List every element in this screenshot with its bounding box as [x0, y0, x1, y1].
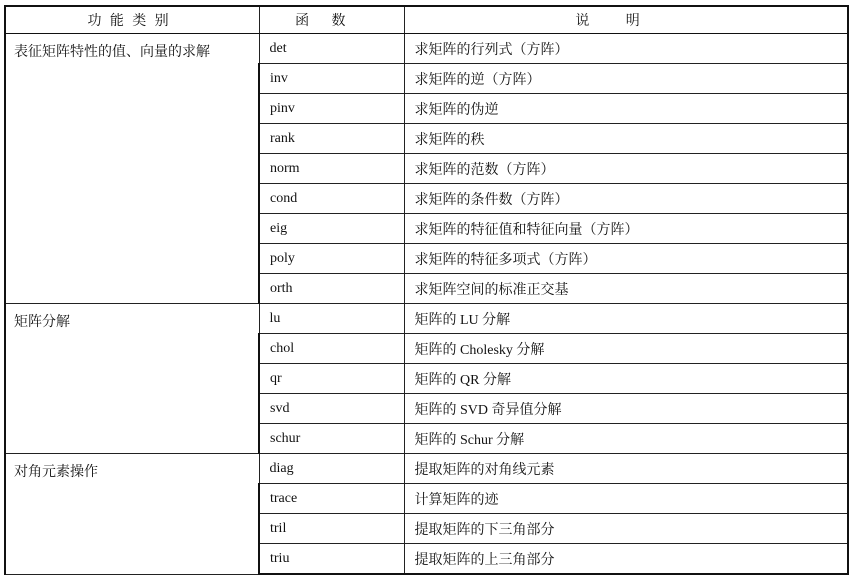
function-description-cell: 矩阵的 Cholesky 分解	[404, 334, 848, 364]
function-name-cell: rank	[259, 124, 404, 154]
function-name-cell: diag	[259, 454, 404, 484]
function-description-cell: 求矩阵的秩	[404, 124, 848, 154]
function-name-cell: lu	[259, 304, 404, 334]
function-description-cell: 矩阵的 SVD 奇异值分解	[404, 394, 848, 424]
function-description-cell: 求矩阵的行列式（方阵）	[404, 34, 848, 64]
header-category: 功能类别	[5, 6, 259, 34]
function-description-cell: 计算矩阵的迹	[404, 484, 848, 514]
header-description: 说明	[404, 6, 848, 34]
header-function: 函数	[259, 6, 404, 34]
table-body	[5, 34, 848, 575]
function-name-cell: eig	[259, 214, 404, 244]
function-description-cell: 矩阵的 LU 分解	[404, 304, 848, 334]
function-name-cell: qr	[259, 364, 404, 394]
function-description-cell: 求矩阵的特征值和特征向量（方阵）	[404, 214, 848, 244]
function-name-cell: trace	[259, 484, 404, 514]
function-name-cell: chol	[259, 334, 404, 364]
function-name-cell: cond	[259, 184, 404, 214]
matrix-function-table	[4, 5, 849, 575]
function-description-cell: 矩阵的 Schur 分解	[404, 424, 848, 454]
function-description-cell: 求矩阵的范数（方阵）	[404, 154, 848, 184]
category-cell: 表征矩阵特性的值、向量的求解	[5, 34, 259, 304]
table-header	[5, 6, 848, 34]
category-cell: 对角元素操作	[5, 454, 259, 575]
function-description-cell: 求矩阵的伪逆	[404, 94, 848, 124]
table-row	[5, 34, 848, 64]
header-row	[5, 6, 848, 34]
function-name-cell: inv	[259, 64, 404, 94]
function-description-cell: 求矩阵的条件数（方阵）	[404, 184, 848, 214]
function-description-cell: 求矩阵空间的标准正交基	[404, 274, 848, 304]
function-name-cell: poly	[259, 244, 404, 274]
function-name-cell: pinv	[259, 94, 404, 124]
function-description-cell: 求矩阵的逆（方阵）	[404, 64, 848, 94]
function-name-cell: det	[259, 34, 404, 64]
function-description-cell: 求矩阵的特征多项式（方阵）	[404, 244, 848, 274]
table-row	[5, 304, 848, 334]
function-description-cell: 矩阵的 QR 分解	[404, 364, 848, 394]
function-table-container	[4, 5, 847, 575]
function-name-cell: orth	[259, 274, 404, 304]
function-name-cell: svd	[259, 394, 404, 424]
category-cell: 矩阵分解	[5, 304, 259, 454]
function-description-cell: 提取矩阵的对角线元素	[404, 454, 848, 484]
function-description-cell: 提取矩阵的上三角部分	[404, 544, 848, 575]
function-name-cell: schur	[259, 424, 404, 454]
function-name-cell: tril	[259, 514, 404, 544]
table-row	[5, 454, 848, 484]
function-name-cell: norm	[259, 154, 404, 184]
function-name-cell: triu	[259, 544, 404, 575]
function-description-cell: 提取矩阵的下三角部分	[404, 514, 848, 544]
